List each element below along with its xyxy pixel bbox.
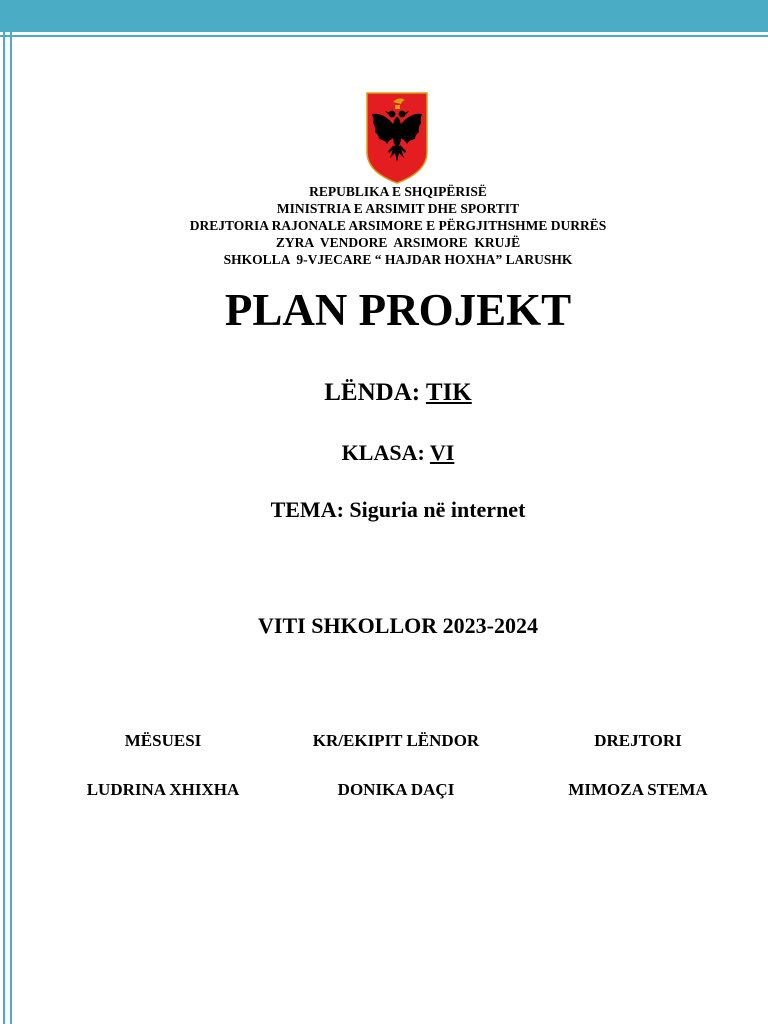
subject-label: LËNDA: xyxy=(324,379,426,406)
signatory-role-teacher: MËSUESI xyxy=(124,731,202,750)
signatory-role-director: DREJTORI xyxy=(594,731,682,750)
signatory-name-teacher: LUDRINA XHIXHA xyxy=(86,780,240,799)
page-top-rule xyxy=(0,35,768,37)
document-title: PLAN PROJEKT xyxy=(224,285,572,335)
signatory-name-subject-team-head: DONIKA DAÇI xyxy=(337,780,455,799)
topic-value: Siguria në internet xyxy=(349,497,526,522)
header-school: SHKOLLA 9-VJECARE “ HAJDAR HOXHA” LARUSHK xyxy=(223,252,573,267)
page-top-border xyxy=(0,0,768,32)
class-label: KLASA: xyxy=(341,440,430,465)
header-country: REPUBLIKA E SHQIPËRISË xyxy=(309,184,487,199)
class-value: VI xyxy=(429,440,455,465)
header-local-office: ZYRA VENDORE ARSIMORE KRUJË xyxy=(275,235,521,250)
subject-field xyxy=(0,377,768,409)
class-field xyxy=(0,438,768,468)
topic-field xyxy=(0,495,768,525)
school-year: VITI SHKOLLOR 2023-2024 xyxy=(258,613,538,638)
signatory-name-director: MIMOZA STEMA xyxy=(568,780,708,799)
topic-label: TEMA: xyxy=(270,497,350,522)
header-ministry: MINISTRIA E ARSIMIT DHE SPORTIT xyxy=(276,201,520,216)
institution-header xyxy=(0,183,768,268)
signatory-role-subject-team-head: KR/EKIPIT LËNDOR xyxy=(312,731,480,750)
header-regional-directorate: DREJTORIA RAJONALE ARSIMORE E PËRGJITHSHME DURRËS xyxy=(189,218,607,233)
albanian-coat-of-arms-icon xyxy=(366,92,428,184)
subject-value: TIK xyxy=(425,379,472,406)
